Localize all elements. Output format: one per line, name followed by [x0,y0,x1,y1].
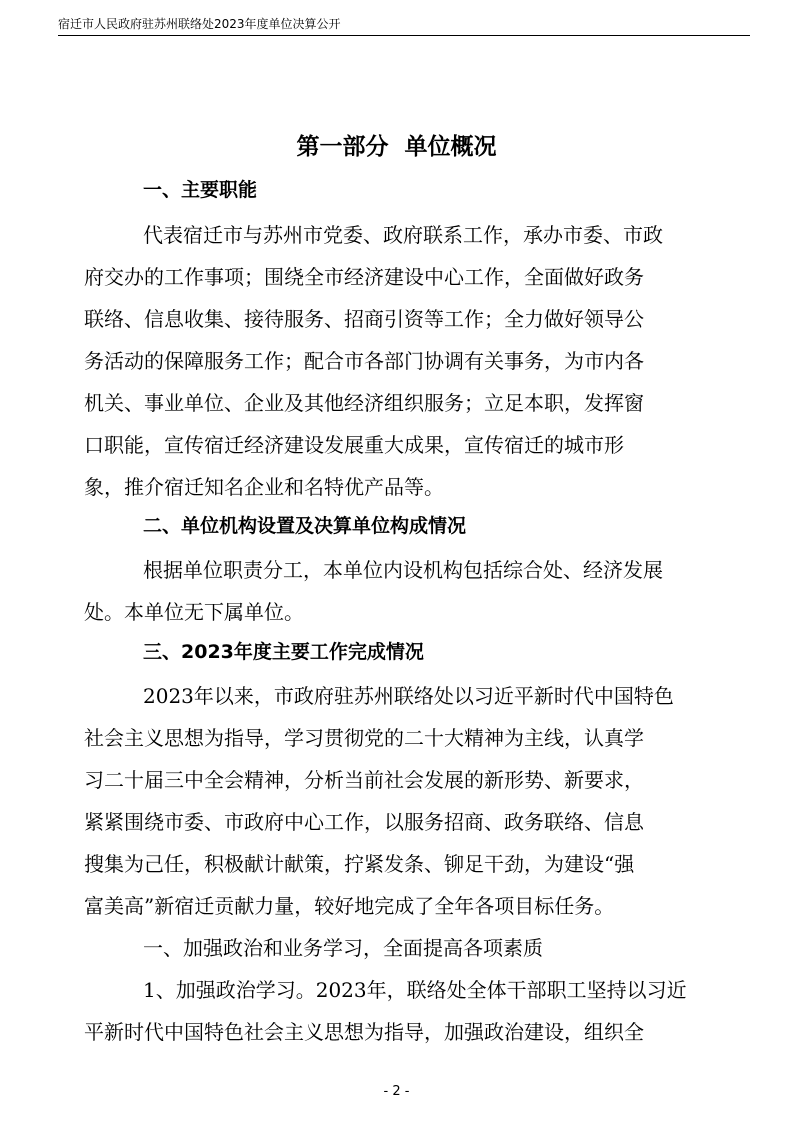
page-title: 第一部分 单位概况 [296,134,497,160]
section-2-line-2: 处。本单位无下属单位。 [84,600,304,624]
section-3-line-6: 富美高”新宿迁贡献力量，较好地完成了全年各项目标任务。 [84,894,615,918]
section-3-subheading-1: 一、加强政治和业务学习，全面提高各项素质 [143,936,543,960]
section-2-heading: 二、单位机构设置及决算单位构成情况 [143,515,467,537]
running-header: 宿迁市人民政府驻苏州联络处2023年度单位决算公开 [58,17,341,31]
section-2-line-1: 根据单位职责分工，本单位内设机构包括综合处、经济发展 [143,558,663,582]
header-rule [58,35,750,36]
section-3-line-1: 2023年以来，市政府驻苏州联络处以习近平新时代中国特色 [143,684,674,708]
section-3-heading: 三、2023年度主要工作完成情况 [143,641,424,663]
section-3-line-5: 搜集为己任，积极献计献策，拧紧发条、铆足干劲，为建设“强 [84,852,635,876]
section-3-line-2: 社会主义思想为指导，学习贯彻党的二十大精神为主线，认真学 [84,726,644,750]
section-3-line-9: 平新时代中国特色社会主义思想为指导，加强政治建设，组织全 [84,1020,644,1044]
section-1-line-2: 府交办的工作事项；围绕全市经济建设中心工作，全面做好政务 [84,265,644,289]
section-1-line-6: 口职能，宣传宿迁经济建设发展重大成果，宣传宿迁的城市形 [84,433,624,457]
section-1-line-5: 机关、事业单位、企业及其他经济组织服务；立足本职，发挥窗 [84,391,644,415]
section-1-line-4: 务活动的保障服务工作；配合市各部门协调有关事务，为市内各 [84,349,644,373]
page-number: - 2 - [383,1084,410,1099]
section-3-line-4: 紧紧围绕市委、市政府中心工作，以服务招商、政务联络、信息 [84,810,644,834]
section-1-line-1: 代表宿迁市与苏州市党委、政府联系工作，承办市委、市政 [143,223,663,247]
section-3-line-8: 1、加强政治学习。2023年，联络处全体干部职工坚持以习近 [143,978,687,1002]
section-1-line-7: 象，推介宿迁知名企业和名特优产品等。 [84,475,444,499]
section-3-line-3: 习二十届三中全会精神，分析当前社会发展的新形势、新要求， [84,768,644,792]
section-1-line-3: 联络、信息收集、接待服务、招商引资等工作；全力做好领导公 [84,307,644,331]
section-1-heading: 一、主要职能 [143,179,258,201]
